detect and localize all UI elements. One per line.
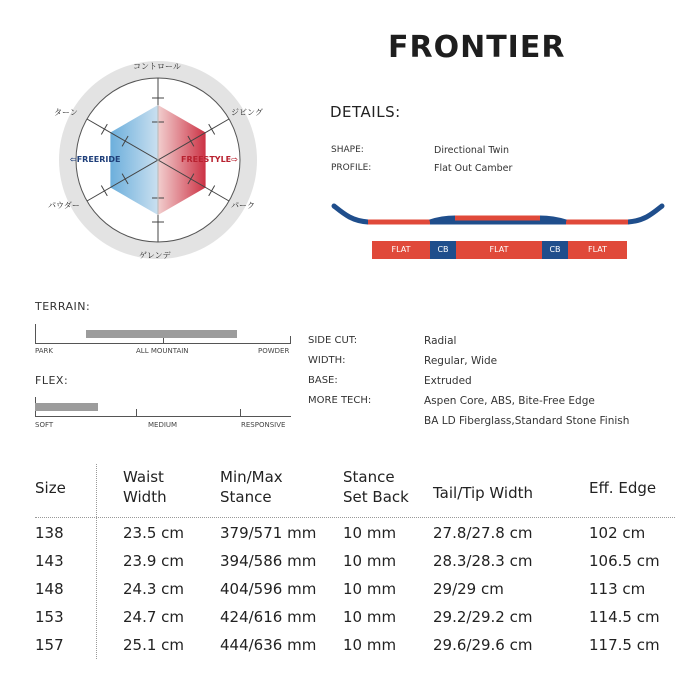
terrain-label-all-mountain: ALL MOUNTAIN — [136, 347, 189, 355]
cell-min-max-stance: 424/616 mm — [220, 608, 317, 626]
radar-freeride-label: ⇦FREERIDE — [70, 155, 121, 164]
cell-eff-edge: 102 cm — [589, 524, 646, 542]
radar-label-park: パーク — [231, 201, 255, 210]
sidecut-key: SIDE CUT: — [308, 335, 358, 346]
header-size: Size — [35, 479, 66, 497]
cell-size: 143 — [35, 552, 64, 570]
more-tech-value-2: BA LD Fiberglass,Standard Stone Finish — [424, 415, 630, 427]
sidecut-value: Radial — [424, 335, 457, 347]
profile-seg-flat-center: FLAT — [456, 241, 542, 259]
cell-size: 138 — [35, 524, 64, 542]
table-row — [35, 608, 675, 636]
terrain-label-park: PARK — [35, 347, 54, 355]
cell-min-max-stance: 379/571 mm — [220, 524, 317, 542]
cell-eff-edge: 106.5 cm — [589, 552, 660, 570]
cell-stance-setback: 10 mm — [343, 608, 397, 626]
header-min-max-stance: Min/Max Stance — [220, 468, 283, 506]
radar-label-turn: ターン — [54, 108, 78, 117]
cell-min-max-stance: 394/586 mm — [220, 552, 317, 570]
cell-stance-setback: 10 mm — [343, 636, 397, 654]
flex-label-responsive: RESPONSIVE — [241, 421, 286, 429]
shape-value: Directional Twin — [434, 145, 510, 156]
cell-tail-tip-width: 28.3/28.3 cm — [433, 552, 533, 570]
width-key: WIDTH: — [308, 355, 346, 366]
more-tech-key: MORE TECH: — [308, 395, 372, 406]
header-eff-edge: Eff. Edge — [589, 479, 657, 497]
page-title: FRONTIER — [388, 30, 566, 65]
terrain-scale — [35, 324, 291, 344]
cell-min-max-stance: 444/636 mm — [220, 636, 317, 654]
header-waist-width: Waist Width — [123, 468, 167, 506]
size-table — [35, 464, 675, 664]
profile-seg-flat-right: FLAT — [568, 241, 627, 259]
cell-stance-setback: 10 mm — [343, 552, 397, 570]
board-profile-drawing — [330, 200, 666, 232]
cell-waist-width: 23.5 cm — [123, 524, 185, 542]
radar-label-jibbing: ジビング — [231, 108, 263, 117]
cell-eff-edge: 113 cm — [589, 580, 646, 598]
terrain-label-powder: POWDER — [258, 347, 290, 355]
table-row — [35, 636, 675, 664]
shape-key: SHAPE: — [331, 145, 364, 155]
more-tech-value: Aspen Core, ABS, Bite-Free Edge — [424, 395, 595, 407]
radar-label-powder: パウダー — [48, 201, 80, 210]
radar-freestyle-label: FREESTYLE⇨ — [181, 155, 238, 164]
cell-eff-edge: 114.5 cm — [589, 608, 660, 626]
header-stance-setback: Stance Set Back — [343, 468, 409, 506]
header-tail-tip-width: Tail/Tip Width — [433, 484, 533, 502]
details-heading: DETAILS: — [330, 103, 401, 121]
table-row — [35, 524, 675, 552]
terrain-heading: TERRAIN: — [35, 300, 91, 313]
table-row — [35, 580, 675, 608]
cell-size: 148 — [35, 580, 64, 598]
profile-seg-flat-left: FLAT — [372, 241, 430, 259]
radar-label-control: コントロール — [133, 62, 181, 71]
flex-label-soft: SOFT — [35, 421, 54, 429]
cell-tail-tip-width: 29.6/29.6 cm — [433, 636, 533, 654]
flex-heading: FLEX: — [35, 374, 69, 387]
cell-waist-width: 23.9 cm — [123, 552, 185, 570]
base-value: Extruded — [424, 375, 472, 387]
cell-waist-width: 24.3 cm — [123, 580, 185, 598]
table-row — [35, 552, 675, 580]
terrain-range-bar — [86, 330, 237, 338]
cell-waist-width: 25.1 cm — [123, 636, 185, 654]
cell-waist-width: 24.7 cm — [123, 608, 185, 626]
profile-seg-camber-left: CB — [430, 241, 456, 259]
profile-bar — [372, 241, 627, 259]
profile-seg-camber-right: CB — [542, 241, 568, 259]
cell-tail-tip-width: 29.2/29.2 cm — [433, 608, 533, 626]
flex-scale — [35, 397, 291, 417]
cell-tail-tip-width: 27.8/27.8 cm — [433, 524, 533, 542]
base-key: BASE: — [308, 375, 338, 386]
radar-label-groomer: ゲレンデ — [139, 251, 171, 260]
cell-eff-edge: 117.5 cm — [589, 636, 660, 654]
cell-stance-setback: 10 mm — [343, 524, 397, 542]
width-value: Regular, Wide — [424, 355, 498, 367]
cell-size: 153 — [35, 608, 64, 626]
flex-label-medium: MEDIUM — [148, 421, 178, 429]
cell-min-max-stance: 404/596 mm — [220, 580, 317, 598]
cell-size: 157 — [35, 636, 64, 654]
table-divider-horizontal — [35, 517, 675, 518]
profile-value: Flat Out Camber — [434, 163, 513, 174]
flex-range-bar — [35, 403, 98, 411]
profile-key: PROFILE: — [331, 163, 372, 173]
cell-tail-tip-width: 29/29 cm — [433, 580, 504, 598]
cell-stance-setback: 10 mm — [343, 580, 397, 598]
